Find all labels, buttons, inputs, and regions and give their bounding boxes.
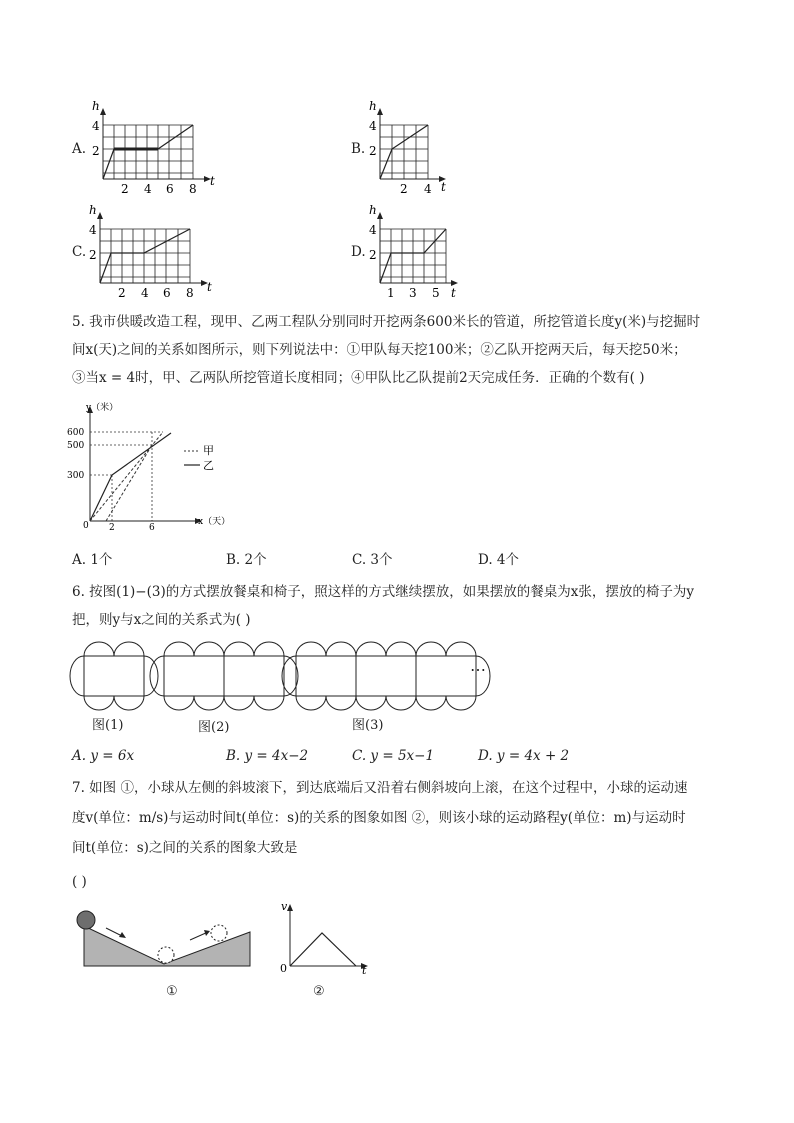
option-b-letter: B. (351, 141, 366, 157)
q7-line-1: 7. 如图 ①，小球从左侧的斜坡滚下，到达底端后又沿着右侧斜坡向上滚，在这个过程中，小球的运动速 (72, 780, 688, 796)
q5-x-axis-label: x（天） (198, 517, 231, 527)
option-b-xtick: 4 (424, 182, 432, 195)
q5-option-b: B. 2个 (226, 552, 267, 568)
option-a-ytick: 2 (92, 144, 100, 158)
option-c-ytick: 4 (89, 223, 97, 237)
q5-line-3: ③当x = 4时，甲、乙两队所挖管道长度相同；④甲队比乙队提前2天完成任务．正确的个数有( ) (72, 370, 645, 386)
option-d-xtick: 1 (387, 286, 395, 299)
q7-fig2-y-var: v (281, 900, 288, 913)
option-c-xtick: 6 (163, 286, 171, 299)
q5-xtick: 6 (149, 523, 155, 533)
option-b-xtick: 2 (400, 182, 408, 195)
q7-fig2-origin: 0 (280, 962, 287, 975)
option-a-xtick: 6 (166, 182, 174, 195)
q7-fig2-caption: ② (313, 984, 325, 999)
option-c-x-var: t (207, 280, 212, 294)
q5-chart (66, 396, 256, 541)
option-a-letter: A. (72, 141, 87, 157)
option-b-y-var: h (369, 100, 377, 113)
option-d-xtick: 3 (409, 286, 417, 299)
option-c-letter: C. (72, 244, 87, 260)
q7-figure-2 (276, 898, 376, 978)
q6-line-2: 把，则y与x之间的关系式为( ) (72, 612, 251, 628)
option-b-ytick: 2 (369, 144, 377, 158)
option-a-xtick: 4 (144, 182, 152, 195)
q6-ellipsis: ⋯ (470, 660, 486, 679)
q6-option-b: B. y = 4x−2 (226, 748, 309, 764)
option-c-ytick: 2 (89, 248, 97, 262)
q5-line-1: 5. 我市供暖改造工程，现甲、乙两工程队分别同时开挖两条600米长的管道，所挖管道长度y(米)与挖掘时 (72, 314, 701, 330)
option-d-graph (362, 204, 472, 299)
q5-legend-jia: 甲 (203, 444, 214, 457)
q7-line-3: 间t(单位：s)之间的关系的图象大致是 (72, 840, 298, 856)
q6-option-c: C. y = 5x−1 (352, 748, 435, 764)
option-a-x-var: t (210, 174, 215, 188)
q5-xtick: 0 (83, 521, 89, 531)
q5-ytick: 300 (67, 471, 85, 481)
option-b-graph (362, 100, 462, 195)
q6-option-a: A. y = 6x (72, 748, 135, 764)
option-d-y-var: h (369, 204, 377, 217)
option-a-y-var: h (92, 100, 100, 113)
option-b-ytick: 4 (369, 119, 377, 133)
q6-table-figures (68, 638, 508, 718)
option-d-x-var: t (451, 286, 456, 299)
option-c-y-var: h (89, 204, 97, 217)
option-c-xtick: 2 (118, 286, 126, 299)
option-c-xtick: 8 (186, 286, 194, 299)
q5-y-axis-label: y（米） (86, 403, 119, 413)
option-c-graph (82, 204, 222, 299)
q5-ytick: 500 (67, 441, 85, 451)
option-a-xtick: 8 (189, 182, 197, 195)
option-d-letter: D. (351, 244, 366, 260)
q5-line-2: 间x(天)之间的关系如图所示，则下列说法中：①甲队每天挖100米；②乙队开挖两天后，每天挖50米； (72, 342, 687, 358)
option-a-graph (85, 100, 225, 195)
q5-xtick: 2 (109, 523, 115, 533)
option-d-ytick: 4 (369, 223, 377, 237)
option-d-ytick: 2 (369, 248, 377, 262)
q5-ytick: 600 (67, 428, 85, 438)
q7-line-2: 度v(单位：m/s)与运动时间t(单位：s)的关系的图象如图 ②，则该小球的运动路程y(单位：m)与运动时 (72, 810, 686, 826)
q5-option-c: C. 3个 (352, 552, 393, 568)
q5-option-a: A. 1个 (72, 552, 113, 568)
q6-caption-3: 图(3) (352, 718, 384, 733)
q7-line-4: ( ) (72, 874, 87, 890)
q6-caption-1: 图(1) (92, 718, 124, 733)
option-c-xtick: 4 (141, 286, 149, 299)
option-a-xtick: 2 (121, 182, 129, 195)
q7-fig1-caption: ① (166, 984, 178, 999)
q5-legend-yi: 乙 (203, 459, 214, 472)
q5-option-d: D. 4个 (478, 552, 520, 568)
q7-fig2-x-var: t (362, 964, 367, 977)
q4-options (0, 0, 794, 310)
q6-caption-2: 图(2) (198, 720, 230, 735)
option-d-xtick: 5 (432, 286, 440, 299)
option-a-ytick: 4 (92, 119, 100, 133)
q6-line-1: 6. 按图(1)−(3)的方式摆放餐桌和椅子，照这样的方式继续摆放，如果摆放的餐桌为x张，摆放的椅子为y (72, 584, 694, 600)
q7-figure-1 (72, 904, 256, 974)
option-b-x-var: t (441, 180, 446, 194)
q6-option-d: D. y = 4x + 2 (478, 748, 570, 764)
